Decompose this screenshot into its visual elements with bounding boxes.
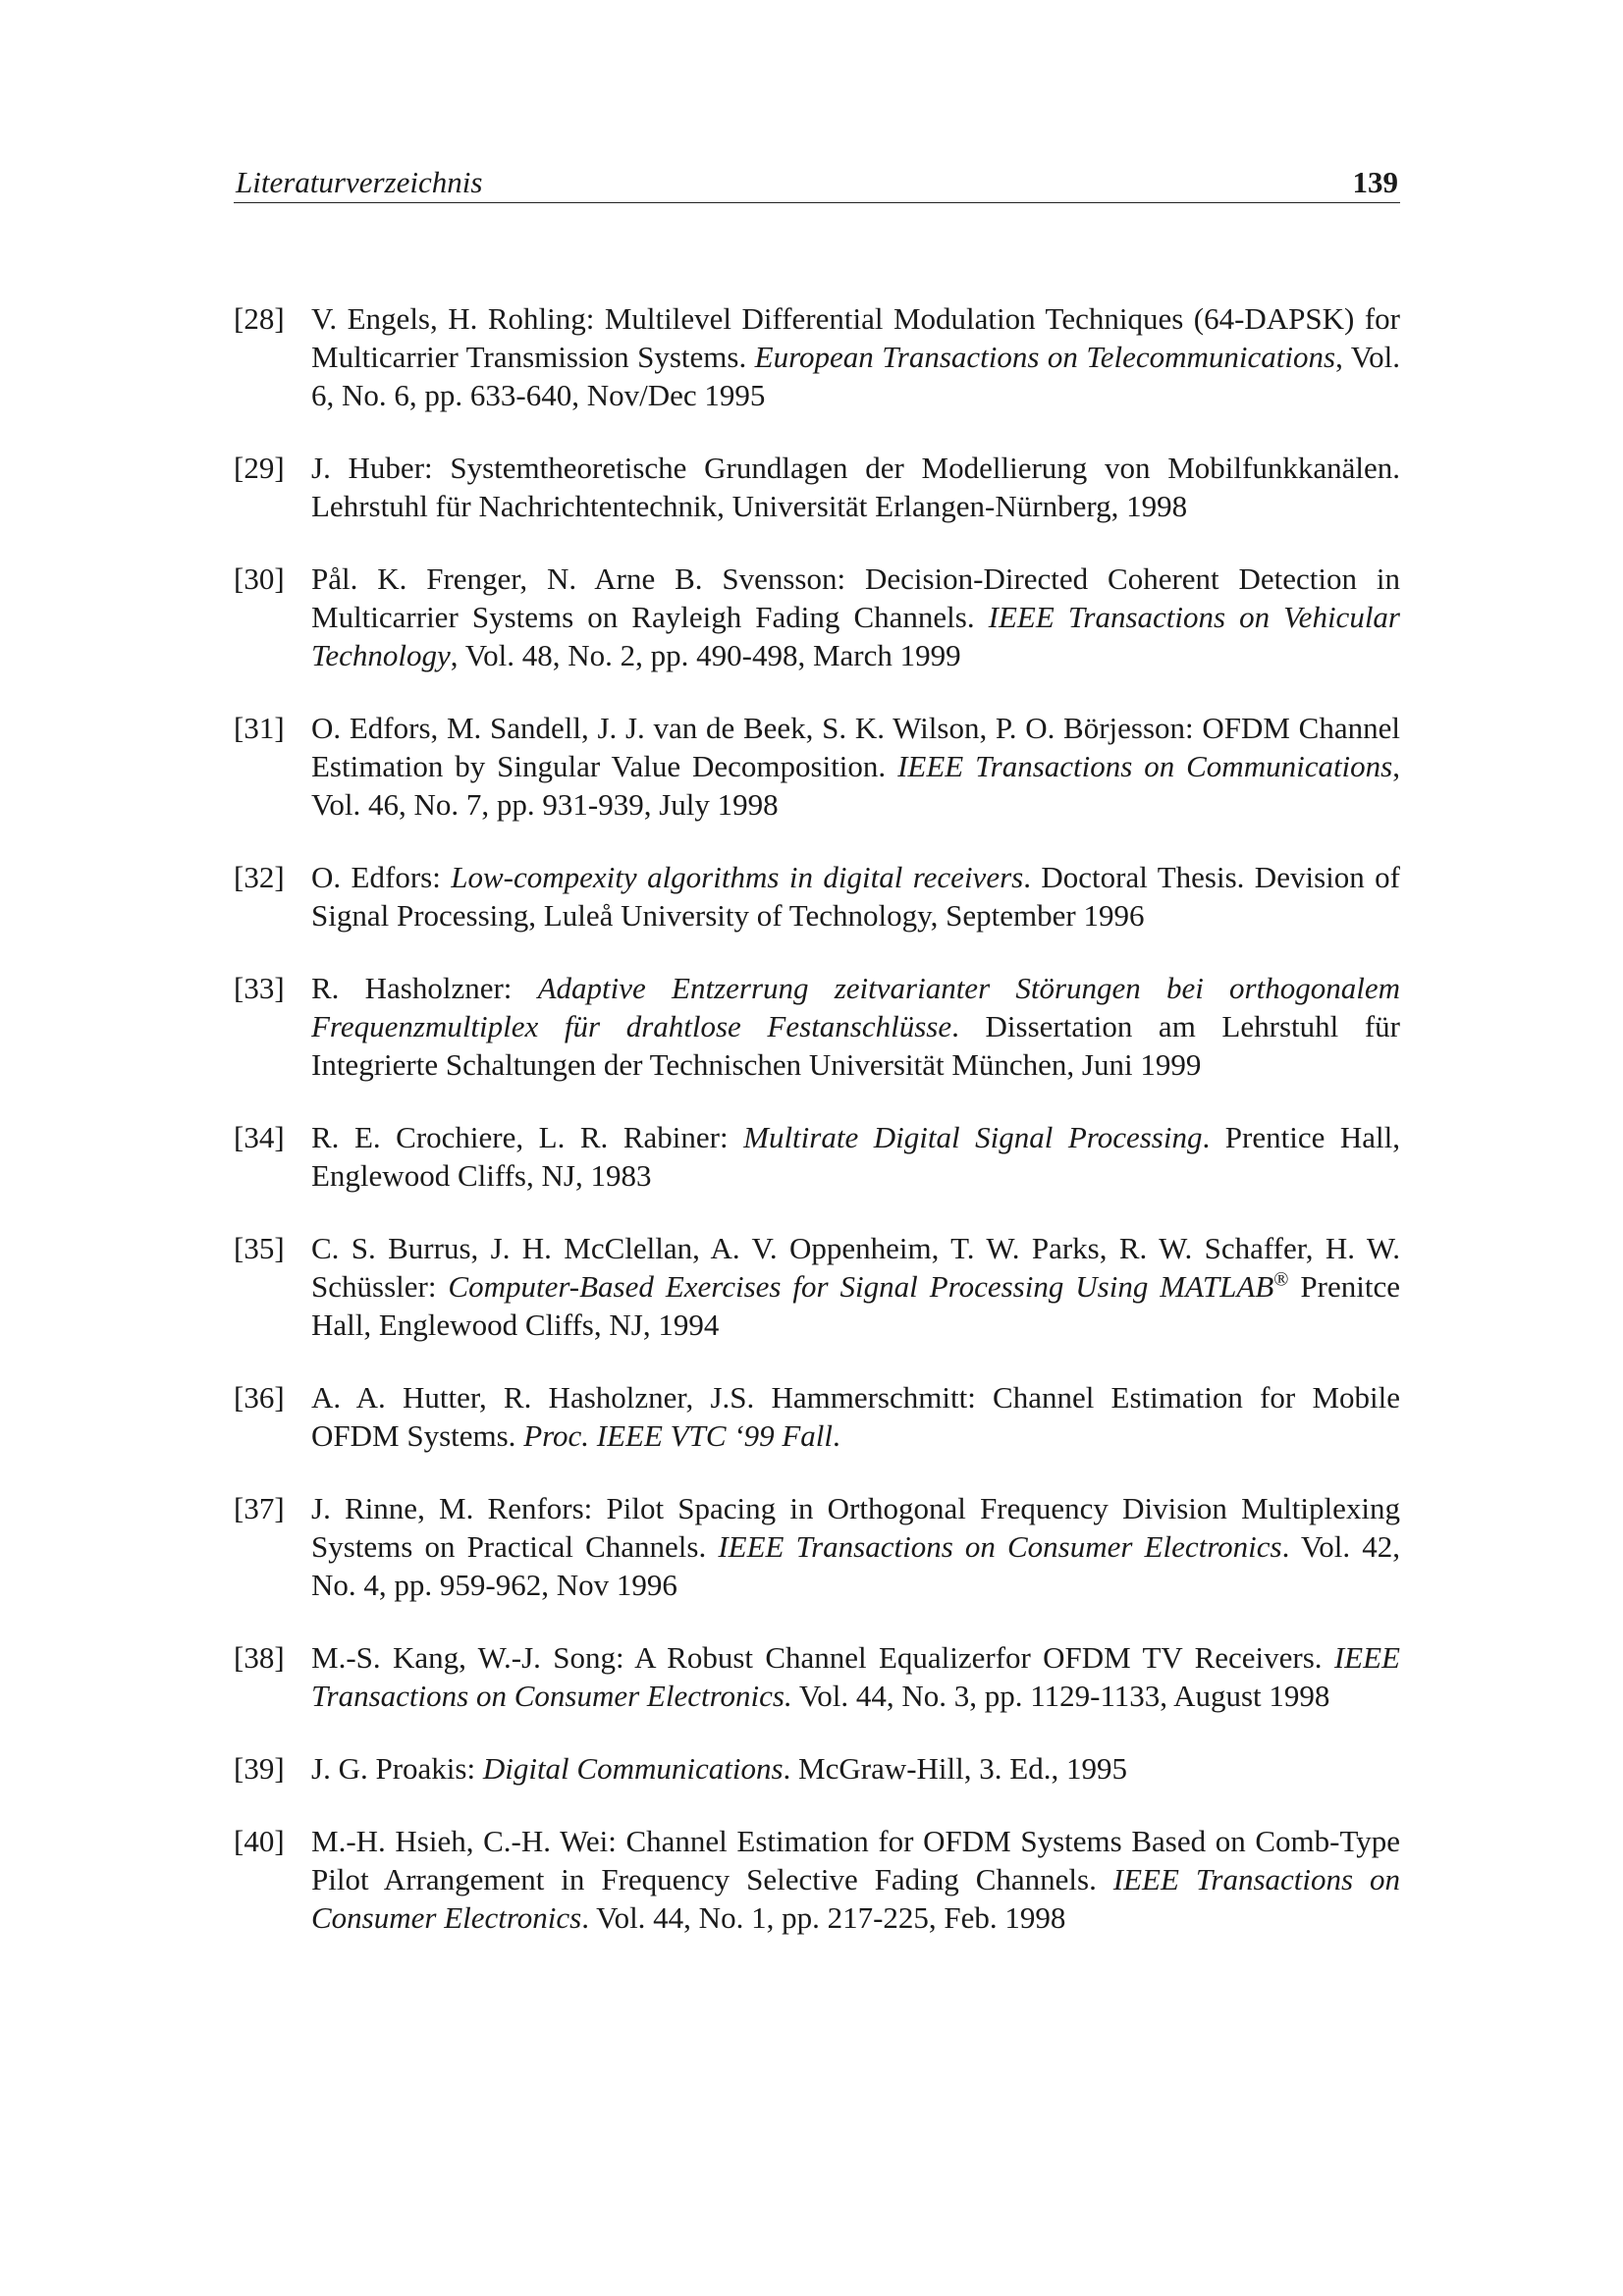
reference-text: [311, 1120, 1400, 1193]
page-number: 139: [1352, 165, 1398, 199]
reference-title-italic: Multirate Digital Signal Processing: [743, 1120, 1203, 1154]
reference-text: [311, 971, 1400, 1082]
reference-text: [311, 1231, 1400, 1342]
reference-number: [29]: [234, 451, 285, 485]
reference-title-italic: IEEE Transactions on Consumer Electronics: [311, 1862, 1400, 1935]
reference-title-italic: Adaptive Entzerrung zeitvarianter Störungen bei orthogonalem Frequenzmultiplex für drahtlose Festanschlüsse: [311, 971, 1400, 1043]
reference-text-segment: , Vol. 6, No. 6, pp. 633-640, Nov/Dec 1995: [311, 340, 1400, 412]
reference-text: [311, 711, 1400, 822]
reference-entry: [234, 1489, 1400, 1604]
reference-text-segment: . Dissertation am Lehrstuhl für Integrierte Schaltungen der Technischen Universität München, Juni 1999: [311, 1009, 1400, 1082]
reference-entry: [234, 1118, 1400, 1195]
reference-text: [311, 451, 1400, 523]
reference-entry: [234, 969, 1400, 1084]
chapter-title: Literaturverzeichnis: [236, 165, 483, 199]
reference-text-segment: , Vol. 46, No. 7, pp. 931-939, July 1998: [311, 749, 1400, 822]
reference-entry: [234, 1229, 1400, 1344]
reference-entry: [234, 1822, 1400, 1937]
reference-entry: [234, 560, 1400, 674]
reference-text-segment: A. A. Hutter, R. Hasholzner, J.S. Hammerschmitt: Channel Estimation for Mobile OFDM Systems.: [311, 1380, 1400, 1453]
reference-text-segment: . McGraw-Hill, 3. Ed., 1995: [783, 1751, 1127, 1786]
registered-mark: ®: [1273, 1268, 1289, 1291]
reference-number: [35]: [234, 1231, 285, 1265]
reference-title-italic: Proc. IEEE VTC ‘99 Fall: [523, 1418, 834, 1453]
reference-text-segment: . Vol. 42, No. 4, pp. 959-962, Nov 1996: [311, 1529, 1400, 1602]
reference-text: [311, 1824, 1400, 1935]
reference-text-segment: . Vol. 44, No. 1, pp. 217-225, Feb. 1998: [581, 1900, 1066, 1935]
reference-number: [31]: [234, 711, 285, 745]
reference-text-segment: O. Edfors, M. Sandell, J. J. van de Beek, S. K. Wilson, P. O. Börjesson: OFDM Channel Estimation by Singular Value Decomposition.: [311, 711, 1400, 783]
reference-number: [34]: [234, 1120, 285, 1154]
reference-text-segment: Vol. 44, No. 3, pp. 1129-1133, August 1998: [791, 1679, 1330, 1713]
reference-title-italic: IEEE Transactions on Vehicular Technology: [311, 600, 1400, 672]
reference-text: [311, 301, 1400, 412]
reference-text-segment: R. E. Crochiere, L. R. Rabiner:: [311, 1120, 744, 1154]
reference-entry: [234, 299, 1400, 414]
reference-text-segment: O. Edfors:: [311, 860, 452, 894]
reference-text: [311, 561, 1400, 672]
reference-title-italic: European Transactions on Telecommunications: [754, 340, 1336, 374]
reference-text-segment: Prenitce Hall, Englewood Cliffs, NJ, 1994: [311, 1269, 1400, 1342]
reference-text-segment: J. Huber: Systemtheoretische Grundlagen der Modellierung von Mobilfunkkanälen. Lehrstuhl für Nachrichtentechnik, Universität Erlangen-Nürnberg, 1998: [311, 451, 1400, 523]
reference-entry: [234, 1749, 1400, 1788]
reference-number: [33]: [234, 971, 285, 1005]
reference-number: [40]: [234, 1824, 285, 1858]
reference-number: [32]: [234, 860, 285, 894]
reference-list: [234, 299, 1400, 1971]
reference-text-segment: . Doctoral Thesis. Devision of Signal Processing, Luleå University of Technology, September 1996: [311, 860, 1400, 933]
reference-text: [311, 1640, 1400, 1713]
reference-text: [311, 1380, 1400, 1453]
reference-text-segment: M.-S. Kang, W.-J. Song: A Robust Channel Equalizerfor OFDM TV Receivers.: [311, 1640, 1334, 1675]
reference-number: [28]: [234, 301, 285, 336]
reference-number: [30]: [234, 561, 285, 596]
reference-text: [311, 1751, 1127, 1786]
reference-text-segment: C. S. Burrus, J. H. McClellan, A. V. Oppenheim, T. W. Parks, R. W. Schaffer, H. W. Schüssler:: [311, 1231, 1400, 1304]
reference-number: [39]: [234, 1751, 285, 1786]
reference-entry: [234, 709, 1400, 824]
reference-text: [311, 860, 1400, 933]
reference-entry: [234, 1378, 1400, 1455]
reference-title-italic: IEEE Transactions on Communications: [897, 749, 1393, 783]
reference-text-segment: . Prentice Hall, Englewood Cliffs, NJ, 1983: [311, 1120, 1400, 1193]
reference-title-italic: IEEE Transactions on Consumer Electronics.: [311, 1640, 1400, 1713]
reference-text: [311, 1491, 1400, 1602]
reference-text-segment: Pål. K. Frenger, N. Arne B. Svensson: Decision-Directed Coherent Detection in Multicarrier Systems on Rayleigh Fading Channels.: [311, 561, 1400, 634]
reference-text-segment: M.-H. Hsieh, C.-H. Wei: Channel Estimation for OFDM Systems Based on Comb-Type Pilot Arrangement in Frequency Selective Fading Channels.: [311, 1824, 1400, 1896]
reference-text-segment: .: [833, 1418, 840, 1453]
reference-title-italic: Digital Communications: [482, 1751, 784, 1786]
reference-text-segment: R. Hasholzner:: [311, 971, 538, 1005]
reference-text-segment: , Vol. 48, No. 2, pp. 490-498, March 1999: [450, 638, 961, 672]
reference-text-segment: V. Engels, H. Rohling: Multilevel Differential Modulation Techniques (64-DAPSK) for Multicarrier Transmission Systems.: [311, 301, 1400, 374]
running-header: [234, 163, 1400, 203]
reference-entry: [234, 1638, 1400, 1715]
reference-title-italic: IEEE Transactions on Consumer Electronics: [718, 1529, 1282, 1564]
reference-text-segment: J. Rinne, M. Renfors: Pilot Spacing in Orthogonal Frequency Division Multiplexing Systems on Practical Channels.: [311, 1491, 1400, 1564]
reference-entry: [234, 858, 1400, 934]
reference-title-italic: Low-compexity algorithms in digital receivers: [451, 860, 1024, 894]
reference-text-segment: J. G. Proakis:: [311, 1751, 483, 1786]
reference-title-italic: Computer-Based Exercises for Signal Processing Using MATLAB: [448, 1269, 1274, 1304]
reference-number: [38]: [234, 1640, 285, 1675]
reference-number: [36]: [234, 1380, 285, 1415]
reference-number: [37]: [234, 1491, 285, 1525]
reference-entry: [234, 449, 1400, 525]
